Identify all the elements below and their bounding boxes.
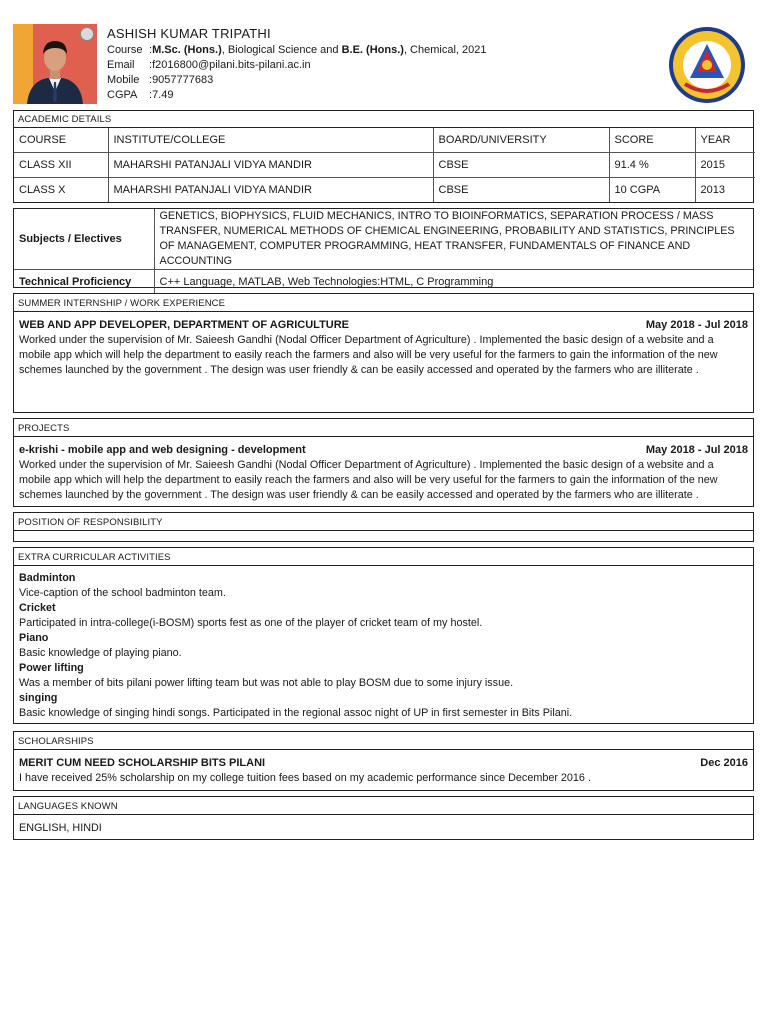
section-title: EXTRA CURRICULAR ACTIVITIES <box>14 548 753 566</box>
table-row <box>14 178 755 203</box>
profile-details <box>107 43 486 103</box>
extracurricular-section <box>13 547 754 724</box>
cgpa-value: 7.49 <box>152 89 174 101</box>
table-cell: 2013 <box>695 178 755 203</box>
project-header <box>14 443 753 458</box>
email-value[interactable]: f2016800@pilani.bits-pilani.ac.in <box>152 59 311 71</box>
activity-list <box>14 566 753 721</box>
header-cell: SCORE <box>609 128 695 153</box>
activity-name: Cricket <box>19 602 56 614</box>
academic-section <box>13 110 754 203</box>
table-cell: 10 CGPA <box>609 178 695 203</box>
skills-table <box>14 209 753 294</box>
scholarship-date: Dec 2016 <box>700 757 748 769</box>
scholarships-section <box>13 731 754 791</box>
subjects-row <box>14 209 753 270</box>
activity-name: singing <box>19 692 58 704</box>
tech-row <box>14 270 753 295</box>
mobile-row: Mobile : 9057777683 <box>107 74 214 86</box>
section-title: PROJECTS <box>14 419 753 437</box>
table-cell: CLASS X <box>14 178 108 203</box>
course-degree-1: M.Sc. (Hons.) <box>152 44 222 56</box>
email-label: Email <box>107 59 135 71</box>
email-row: Email : f2016800@pilani.bits-pilani.ac.in <box>107 59 311 71</box>
scholarship-header <box>14 756 753 771</box>
table-cell: 91.4 % <box>609 153 695 178</box>
mobile-value: 9057777683 <box>152 74 214 86</box>
table-row <box>14 153 755 178</box>
scholarship-name: MERIT CUM NEED SCHOLARSHIP BITS PILANI <box>19 757 266 769</box>
header-cell: YEAR <box>695 128 755 153</box>
scholarship-desc: I have received 25% scholarship on my college tuition fees based on my academic performance since December 2016 . <box>19 772 591 784</box>
project-name: e-krishi - mobile app and web designing - development <box>19 444 306 456</box>
internship-description: Worked under the supervision of Mr. Saieesh Gandhi (Nodal Officer Department of Agriculture) . Implemented the basic design of a website and a mobile app which will help the department to easily reach the farmers and also will be very useful for the farmers to gain the information of the new schemes launched by the government . The design was user friendly & can be easily accessed and operated by the farmers who are illiterate . <box>19 334 718 376</box>
header-cell: INSTITUTE/COLLEGE <box>108 128 433 153</box>
header-cell: COURSE <box>14 128 108 153</box>
subjects-label: Subjects / Electives <box>14 209 154 270</box>
section-title: POSITION OF RESPONSIBILITY <box>14 513 753 531</box>
table-cell: CBSE <box>433 153 609 178</box>
projects-section <box>13 418 754 507</box>
table-cell: MAHARSHI PATANJALI VIDYA MANDIR <box>108 153 433 178</box>
tech-label: Technical Proficiency <box>14 270 154 295</box>
internship-dates: May 2018 - Jul 2018 <box>645 319 748 331</box>
course-text-1: , Biological Science and <box>221 44 342 56</box>
activity-desc: Participated in intra-college(i-BOSM) sports fest as one of the player of cricket team of my hostel. <box>19 617 483 629</box>
project-dates: May 2018 - Jul 2018 <box>645 444 748 456</box>
subjects-value: GENETICS, BIOPHYSICS, FLUID MECHANICS, INTRO TO BIOINFORMATICS, SEPARATION PROCESS / MASS TRANSFER, NUMERICAL METHODS OF CHEMICAL ENGINEERING, PROBABILITY AND STATISTICS, PRINCIPLES OF MANAGEMENT, COMPUTER PROGRAMMING, HEAT TRANSFER, FUNDAMENTALS OF FINANCE AND ACCOUNTING <box>154 209 753 270</box>
activity-desc: Basic knowledge of playing piano. <box>19 647 182 659</box>
cgpa-label: CGPA <box>107 89 138 101</box>
table-cell: 2015 <box>695 153 755 178</box>
course-label: Course <box>107 44 143 56</box>
activity-name: Piano <box>19 632 49 644</box>
internship-header <box>14 318 753 333</box>
header-cell: BOARD/UNIVERSITY <box>433 128 609 153</box>
activity-name: Power lifting <box>19 662 84 674</box>
skills-section <box>13 208 754 288</box>
table-cell: MAHARSHI PATANJALI VIDYA MANDIR <box>108 178 433 203</box>
section-title: ACADEMIC DETAILS <box>14 111 753 128</box>
mobile-label: Mobile <box>107 74 140 86</box>
activity-desc: Was a member of bits pilani power lifting team but was not able to play BOSM due to some injury issue. <box>19 677 514 689</box>
course-degree-2: B.E. (Hons.) <box>341 44 404 56</box>
activity-desc: Vice-caption of the school badminton team. <box>19 587 226 599</box>
bits-logo-icon <box>668 26 746 104</box>
languages-section <box>13 796 754 840</box>
section-title: SUMMER INTERNSHIP / WORK EXPERIENCE <box>14 294 753 312</box>
project-description: Worked under the supervision of Mr. Saieesh Gandhi (Nodal Officer Department of Agriculture) . Implemented the basic design of a website and a mobile app which will help the department to easily reach the farmers and also will be very useful for the farmers to gain the information of the new schemes launched by the government . The design was user friendly & can be easily accessed and operated by the farmers who are illiterate . <box>19 459 718 501</box>
candidate-name: ASHISH KUMAR TRIPATHI <box>107 26 271 41</box>
internship-section <box>13 293 754 413</box>
activity-desc: Basic knowledge of singing hindi songs. Participated in the regional assoc night of UP in first semester in Bits Pilani. <box>19 707 573 719</box>
academic-table <box>14 128 755 202</box>
cgpa-row: CGPA : 7.49 <box>107 89 174 101</box>
responsibility-section <box>13 512 754 542</box>
course-row: Course : M.Sc. (Hons.) , Biological Science and B.E. (Hons.) , Chemical, 2021 <box>107 44 487 56</box>
tech-value: C++ Language, MATLAB, Web Technologies:HTML, C Programming <box>154 270 753 295</box>
internship-role: WEB AND APP DEVELOPER, DEPARTMENT OF AGRICULTURE <box>19 319 350 331</box>
activity-name: Badminton <box>19 572 76 584</box>
section-title: LANGUAGES KNOWN <box>14 797 753 815</box>
section-title: SCHOLARSHIPS <box>14 732 753 750</box>
small-emblem-icon <box>80 27 94 41</box>
course-text-2: , Chemical, 2021 <box>403 44 487 56</box>
table-cell: CLASS XII <box>14 153 108 178</box>
table-cell: CBSE <box>433 178 609 203</box>
institute-logo <box>668 26 746 104</box>
languages-value: ENGLISH, HINDI <box>19 822 102 834</box>
table-header-row <box>14 128 755 153</box>
